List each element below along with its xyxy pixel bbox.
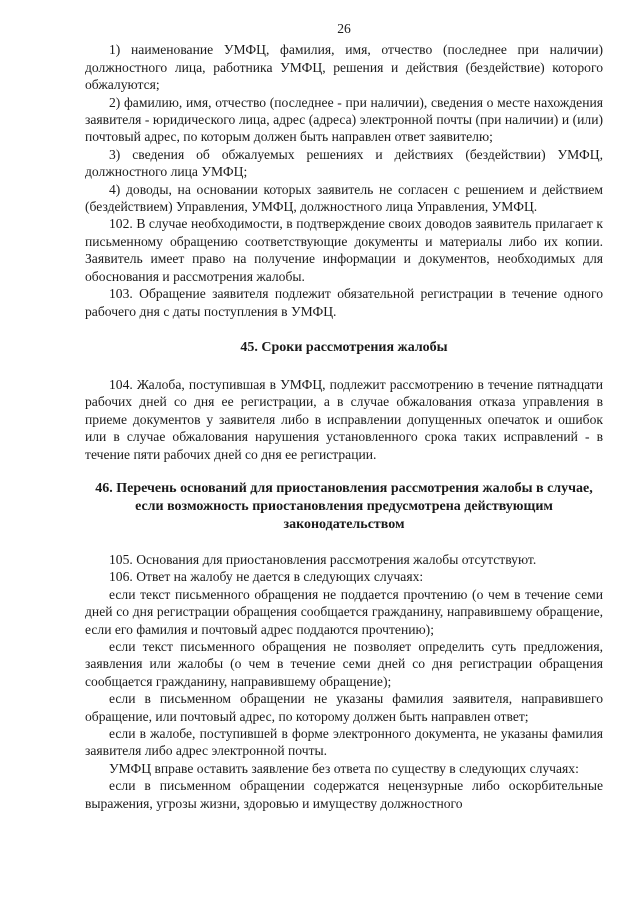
paragraph: 105. Основания для приостановления рассмотрения жалобы отсутствуют. <box>109 551 537 567</box>
paragraph: 102. В случае необходимости, в подтверждение своих доводов заявитель прилагает к письменному обращению соответствующие документы и материалы либо их копии. Заявитель имеет право на получение информации и документов, необходимых для обоснования и рассмотрения жалобы. <box>85 216 603 284</box>
page-number: 26 <box>337 21 351 36</box>
section-46-title: 46. Перечень оснований для приостановления рассмотрения жалобы в случае, если возможность приостановления предусмотрена действующим законодательством <box>95 480 593 532</box>
paragraph: УМФЦ вправе оставить заявление без ответа по существу в следующих случаях: <box>109 760 579 776</box>
section-46-paragraphs <box>85 551 603 812</box>
paragraph: если текст письменного обращения не позволяет определить суть предложения, заявления или жалобы (о чем в течение семи дней со дня регистрации обращения сообщается гражданину, направившему обращение); <box>85 638 603 689</box>
paragraph: если в жалобе, поступившей в форме электронного документа, не указаны фамилия заявителя либо адрес электронной почты. <box>85 726 603 759</box>
paragraph: если в письменном обращении содержатся нецензурные либо оскорбительные выражения, угрозы жизни, здоровью и имуществу должностного <box>85 778 603 811</box>
paragraph: 1) наименование УМФЦ, фамилия, имя, отчество (последнее при наличии) должностного лица, работника УМФЦ, решения и действия (бездействие) которого обжалуются; <box>85 42 603 93</box>
document-page <box>85 20 603 812</box>
paragraph: 2) фамилию, имя, отчество (последнее - при наличии), сведения о месте нахождения заявителя - юридического лица, адрес (адреса) электронной почты (при наличии) и (или) почтовый адрес, по которым должен быть направлен ответ заявителю; <box>85 94 603 145</box>
paragraph: 103. Обращение заявителя подлежит обязательной регистрации в течение одного рабочего дня с даты поступления в УМФЦ. <box>85 286 603 319</box>
paragraph: 106. Ответ на жалобу не дается в следующих случаях: <box>109 569 424 585</box>
paragraph: 4) доводы, на основании которых заявитель не согласен с решением и действием (бездействием) Управления, УМФЦ, должностного лица Управления, УМФЦ. <box>85 181 603 215</box>
section-45-title: 45. Сроки рассмотрения жалобы <box>240 339 448 355</box>
paragraph: 3) сведения об обжалуемых решениях и действиях (бездействии) УМФЦ, должностного лица УМФЦ; <box>85 146 603 180</box>
top-paragraphs <box>85 41 603 320</box>
paragraph: если в письменном обращении не указаны фамилия заявителя, направившего обращение, или почтовый адрес, по которому должен быть направлен ответ; <box>85 691 603 724</box>
paragraph: 104. Жалоба, поступившая в УМФЦ, подлежит рассмотрению в течение пятнадцати рабочих дней со дня ее регистрации, а в случае обжалования отказа управления в приеме документов у заявителя либо в исправлении допущенных опечаток и ошибок или в случае обжалования нарушения установленного срока таких исправлений - в течение пяти рабочих дней со дня ее регистрации. <box>85 376 603 462</box>
paragraph: если текст письменного обращения не поддается прочтению (о чем в течение семи дней со дня регистрации обращения сообщается гражданину, направившему обращение, если его фамилия и почтовый адрес поддаются прочтению); <box>85 586 603 637</box>
